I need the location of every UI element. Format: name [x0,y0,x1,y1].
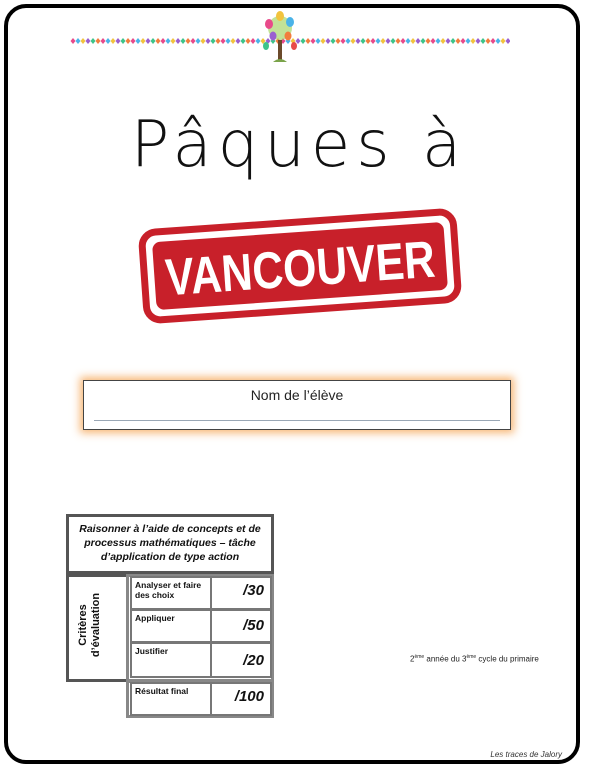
border-diamond [231,38,236,44]
border-diamond [171,38,176,44]
border-diamond [136,38,141,44]
border-diamond [406,38,411,44]
border-diamond [111,38,116,44]
border-diamond [416,38,421,44]
border-diamond [336,38,341,44]
border-diamond [126,38,131,44]
border-diamond [116,38,121,44]
criterion-score: /30 [243,582,264,599]
border-diamond [216,38,221,44]
border-diamond [76,38,81,44]
border-diamond [321,38,326,44]
border-diamond [396,38,401,44]
border-diamond [96,38,101,44]
border-diamond [456,38,461,44]
student-name-line [94,420,500,421]
border-diamond [121,38,126,44]
border-diamond [206,38,211,44]
border-diamond [446,38,451,44]
border-diamond [356,38,361,44]
criterion-score: /20 [243,652,264,669]
vancouver-stamp [136,208,464,324]
grade-level-note: 2ème année du 3ème cycle du primaire [410,654,539,664]
border-diamond [496,38,501,44]
border-diamond [166,38,171,44]
final-result-score-cell [210,682,272,716]
border-diamond [436,38,441,44]
border-diamond [471,38,476,44]
border-diamond [351,38,356,44]
criterion-label: Justifier [135,646,169,656]
border-diamond [346,38,351,44]
final-result-label: Résultat final [135,686,189,696]
border-diamond [211,38,216,44]
page-title: Pâques à [130,108,468,182]
criteria-box [66,574,130,682]
border-diamond [91,38,96,44]
border-diamond [161,38,166,44]
border-diamond [86,38,91,44]
border-diamond [131,38,136,44]
border-diamond [236,38,241,44]
border-diamond [391,38,396,44]
border-diamond [501,38,506,44]
easter-tree-icon [255,10,305,66]
border-diamond [331,38,336,44]
criterion-score-cell [210,642,272,678]
border-diamond [181,38,186,44]
final-result-score: /100 [234,688,264,705]
stamp-text: VANCOUVER [163,226,464,308]
criterion-label-cell [130,576,212,610]
border-diamond [411,38,416,44]
border-diamond [106,38,111,44]
border-diamond [141,38,146,44]
border-diamond [441,38,446,44]
border-diamond [431,38,436,44]
border-diamond [426,38,431,44]
border-diamond [196,38,201,44]
border-diamond [146,38,151,44]
border-diamond [326,38,331,44]
border-diamond [481,38,486,44]
border-diamond [176,38,181,44]
border-diamond [241,38,246,44]
author-credit: Les traces de Jalory [490,750,562,759]
border-diamond [151,38,156,44]
border-diamond [191,38,196,44]
criterion-score-cell [210,609,272,643]
border-diamond [221,38,226,44]
border-diamond [226,38,231,44]
student-name-label: Nom de l’élève [250,387,344,403]
border-diamond [506,38,511,44]
border-diamond [376,38,381,44]
criterion-label-cell [130,609,212,643]
border-diamond [366,38,371,44]
border-diamond [201,38,206,44]
border-diamond [81,38,86,44]
border-diamond [401,38,406,44]
border-diamond [186,38,191,44]
criterion-label: Appliquer [135,613,175,623]
border-diamond [421,38,426,44]
criterion-label: Analyser et faire des choix [135,580,202,600]
border-diamond [486,38,491,44]
border-diamond [491,38,496,44]
border-diamond [386,38,391,44]
final-result-label-cell [130,682,212,716]
border-diamond [306,38,311,44]
evaluation-heading: Raisonner à l’aide de concepts et de processus mathématiques – tâche d’application de type action [79,523,261,563]
criterion-score: /50 [243,617,264,634]
border-diamond [341,38,346,44]
border-diamond [466,38,471,44]
border-diamond [71,38,76,44]
criteria-label: Critères d’évaluation [77,592,102,658]
border-diamond [476,38,481,44]
border-diamond [316,38,321,44]
border-diamond [371,38,376,44]
border-diamond [381,38,386,44]
border-diamond [361,38,366,44]
evaluation-heading-box [66,514,274,574]
criterion-label-cell [130,642,212,678]
border-diamond [246,38,251,44]
border-diamond [451,38,456,44]
border-diamond [311,38,316,44]
student-name-box[interactable] [83,380,511,430]
border-diamond [156,38,161,44]
criterion-score-cell [210,576,272,610]
border-diamond [461,38,466,44]
evaluation-grid [66,514,274,718]
border-diamond [101,38,106,44]
